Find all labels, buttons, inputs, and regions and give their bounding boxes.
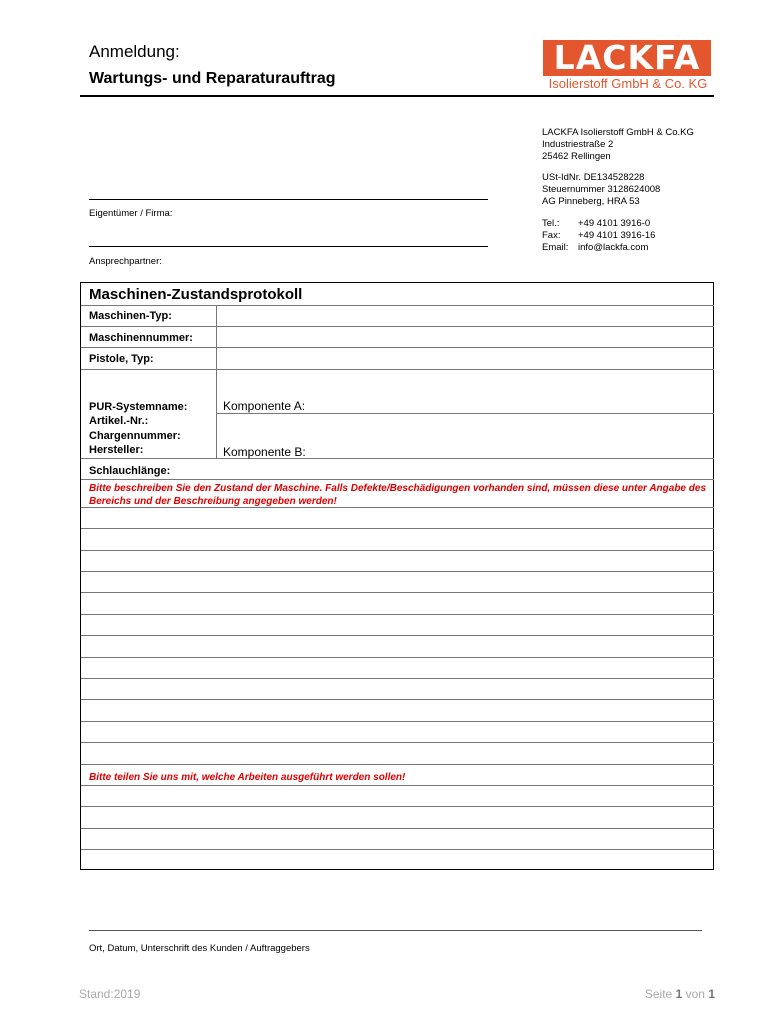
company-logo: LACKFA xyxy=(543,40,711,76)
machine-number-label: Maschinennummer: xyxy=(89,332,193,344)
fax-value: +49 4101 3916-16 xyxy=(578,229,656,241)
signature-line[interactable] xyxy=(89,930,702,931)
component-a-label: Komponente A: xyxy=(223,399,306,413)
company-contact xyxy=(542,218,655,253)
pur-system-label: PUR-Systemname: xyxy=(89,401,188,413)
company-street: Industriestraße 2 xyxy=(542,138,614,150)
contact-person-field[interactable] xyxy=(89,246,488,247)
company-court: AG Pinneberg, HRA 53 xyxy=(542,195,640,207)
tel-value: +49 4101 3916-0 xyxy=(578,218,651,229)
company-address xyxy=(542,127,694,162)
condition-description-area[interactable] xyxy=(81,508,714,764)
component-b-input[interactable] xyxy=(217,414,714,458)
company-vat: USt-IdNr. DE134528228 xyxy=(542,172,645,183)
requested-work-note: Bitte teilen Sie uns mit, welche Arbeiten ausgeführt werden sollen! xyxy=(89,772,406,783)
table-row-divider xyxy=(81,479,714,480)
fax-label: Fax: xyxy=(542,229,561,241)
article-number-label: Artikel.-Nr.: xyxy=(89,415,149,427)
table-row-divider xyxy=(81,764,714,765)
email-label: Email: xyxy=(542,241,569,253)
document-title-line1: Anmeldung: xyxy=(89,42,180,61)
machine-number-input[interactable] xyxy=(217,327,714,347)
gun-type-label: Pistole, Typ: xyxy=(89,353,154,365)
requested-work-area[interactable] xyxy=(81,786,714,869)
manufacturer-label: Hersteller: xyxy=(89,444,144,456)
company-name: LACKFA Isolierstoff GmbH & Co.KG xyxy=(542,127,694,138)
machine-type-input[interactable] xyxy=(217,306,714,326)
owner-field[interactable] xyxy=(89,199,488,200)
machine-type-label: Maschinen-Typ: xyxy=(89,310,172,322)
email-link[interactable]: info@lackfa.com xyxy=(578,241,649,253)
protocol-title: Maschinen-Zustandsprotokoll xyxy=(89,286,303,303)
page-separator: von xyxy=(685,987,705,1001)
page-current: 1 xyxy=(675,987,683,1001)
company-registration xyxy=(542,172,660,207)
company-tax-number: Steuernummer 3128624008 xyxy=(542,183,661,195)
contact-person-label: Ansprechpartner: xyxy=(89,256,162,267)
signature-label: Ort, Datum, Unterschrift des Kunden / Auftraggebers xyxy=(89,943,310,954)
header-rule xyxy=(80,95,714,97)
tel-label: Tel.: xyxy=(542,218,560,229)
company-logo-subtitle: Isolierstoff GmbH & Co. KG xyxy=(548,76,708,91)
owner-label: Eigentümer / Firma: xyxy=(89,208,173,219)
page-total: 1 xyxy=(708,987,715,1001)
batch-number-label: Chargennummer: xyxy=(89,430,181,442)
page-number xyxy=(620,987,715,1001)
company-city: 25462 Rellingen xyxy=(542,150,611,162)
table-row-divider xyxy=(81,458,714,459)
gun-type-input[interactable] xyxy=(217,348,714,369)
document-title-line2: Wartungs- und Reparaturauftrag xyxy=(89,70,336,87)
footer-stand: Stand:2019 xyxy=(79,987,141,1001)
page-prefix: Seite xyxy=(644,987,673,1001)
component-a-input[interactable] xyxy=(217,370,714,413)
component-b-label: Komponente B: xyxy=(223,445,306,459)
hose-length-label: Schlauchlänge: xyxy=(89,465,171,477)
condition-description-note: Bitte beschreiben Sie den Zustand der Maschine. Falls Defekte/Beschädigungen vorhanden sind, müssen diese unter Angabe des Bereichs und der Beschreibung angegeben werden! xyxy=(89,483,707,507)
